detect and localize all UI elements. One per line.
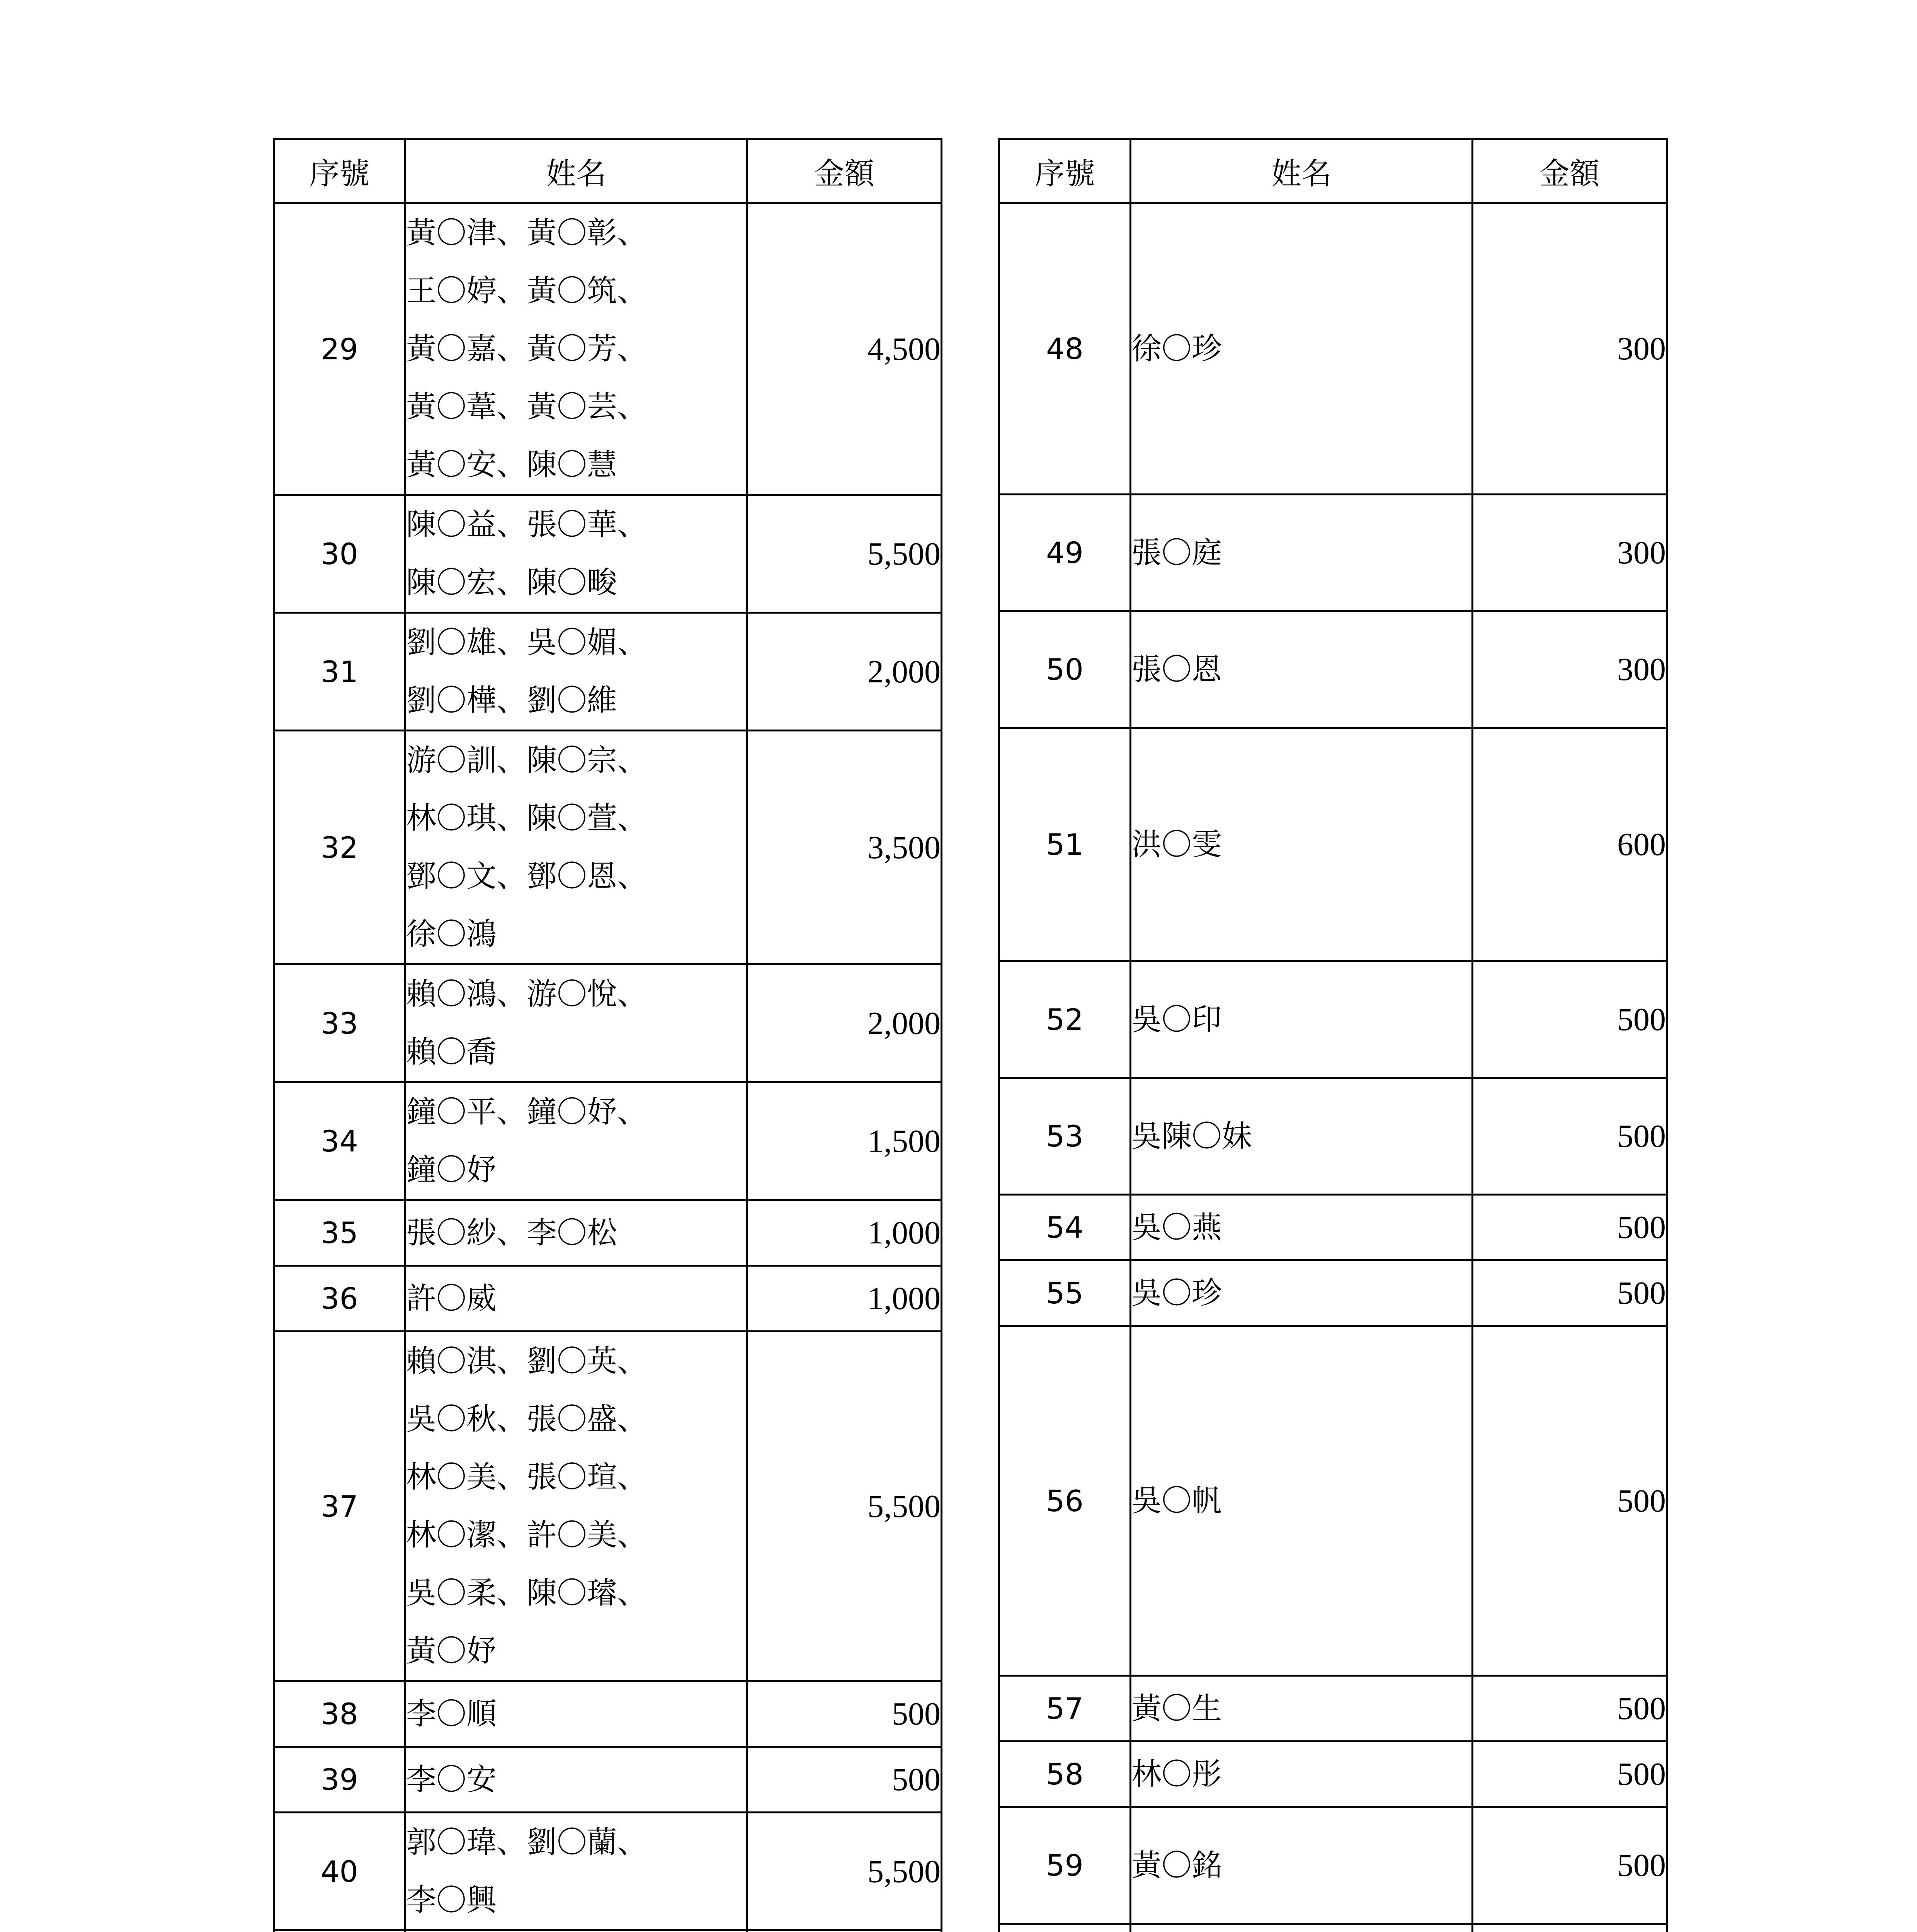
names-cell: 吳〇印	[1131, 961, 1473, 1078]
amount-cell: 300	[1473, 495, 1667, 611]
amount-cell: 500	[1473, 1742, 1667, 1807]
table-row	[274, 613, 942, 731]
amount-cell: 1,000	[747, 1200, 942, 1266]
amount-cell: 1,000	[747, 1266, 942, 1332]
table-row	[274, 731, 942, 964]
table-row	[999, 203, 1667, 495]
amount-cell: 5,500	[747, 1332, 942, 1681]
amount-cell: 500	[1473, 1807, 1667, 1924]
seq-cell: 50	[999, 611, 1131, 728]
names-cell: 吳陳〇妹	[1131, 1078, 1473, 1195]
table-row	[274, 1332, 942, 1681]
seq-cell: 36	[274, 1266, 405, 1332]
table-row	[999, 1195, 1667, 1260]
seq-cell: 35	[274, 1200, 405, 1266]
names-cell: 李〇順	[405, 1681, 747, 1747]
amount-cell: 600	[1473, 728, 1667, 961]
seq-cell	[999, 1924, 1131, 1932]
names-cell: 賴〇淇、劉〇英、 吳〇秋、張〇盛、 林〇美、張〇瑄、 林〇潔、許〇美、 吳〇柔、陳〇璿、 黃〇妤	[405, 1332, 747, 1681]
names-cell: 黃〇銘	[1131, 1807, 1473, 1924]
seq-cell: 31	[274, 613, 405, 731]
table-row	[999, 611, 1667, 728]
table-row	[274, 1813, 942, 1930]
table-row	[274, 1681, 942, 1747]
amount-cell: 500	[1473, 1078, 1667, 1195]
seq-cell: 37	[274, 1332, 405, 1681]
table-row	[999, 1742, 1667, 1807]
table-row	[999, 1807, 1667, 1924]
table-row	[999, 1676, 1667, 1742]
amount-cell: 500	[1473, 1260, 1667, 1326]
table-row	[274, 964, 942, 1082]
seq-cell: 29	[274, 203, 405, 495]
names-cell: 許〇威	[405, 1266, 747, 1332]
names-cell: 吳〇燕	[1131, 1195, 1473, 1260]
seq-cell: 54	[999, 1195, 1131, 1260]
amount-cell: 5,500	[747, 1813, 942, 1930]
seq-cell: 32	[274, 731, 405, 964]
table-row	[274, 1266, 942, 1332]
table-row	[274, 1747, 942, 1813]
names-cell: 游〇訓、陳〇宗、 林〇琪、陳〇萱、 鄧〇文、鄧〇恩、 徐〇鴻	[405, 731, 747, 964]
names-cell: 郭〇瑋、劉〇蘭、 李〇興	[405, 1813, 747, 1930]
table-row	[999, 1078, 1667, 1195]
seq-cell: 58	[999, 1742, 1131, 1807]
amount-cell: 2,000	[747, 964, 942, 1082]
header-amount: 金額	[747, 139, 942, 203]
header-seq: 序號	[999, 139, 1131, 203]
seq-cell: 49	[999, 495, 1131, 611]
names-cell: 吳〇珍	[1131, 1260, 1473, 1326]
amount-cell: 300	[1473, 611, 1667, 728]
table-row	[274, 1200, 942, 1266]
seq-cell: 53	[999, 1078, 1131, 1195]
names-cell: 賴〇鴻、游〇悅、 賴〇喬	[405, 964, 747, 1082]
header-amount: 金額	[1473, 139, 1667, 203]
names-cell: 李〇安	[405, 1747, 747, 1813]
seq-cell: 48	[999, 203, 1131, 495]
table-row	[999, 1326, 1667, 1676]
names-cell: 張〇紗、李〇松	[405, 1200, 747, 1266]
seq-cell: 30	[274, 495, 405, 613]
table-row	[999, 1924, 1667, 1932]
names-cell: 張〇恩	[1131, 611, 1473, 728]
names-cell: 陳〇益、張〇華、 陳〇宏、陳〇畯	[405, 495, 747, 613]
header-name: 姓名	[1131, 139, 1473, 203]
names-cell: 張〇庭	[1131, 495, 1473, 611]
amount-cell: 500	[747, 1747, 942, 1813]
header-name: 姓名	[405, 139, 747, 203]
amount-cell	[747, 1930, 942, 1932]
amount-cell: 500	[747, 1681, 942, 1747]
seq-cell: 52	[999, 961, 1131, 1078]
amount-cell: 500	[1473, 961, 1667, 1078]
amount-cell: 500	[1473, 1195, 1667, 1260]
table-row	[274, 495, 942, 613]
seq-cell: 56	[999, 1326, 1131, 1676]
donor-table-right	[998, 138, 1668, 1932]
amount-cell: 1,500	[747, 1082, 942, 1200]
amount-cell: 4,500	[747, 203, 942, 495]
names-cell: 劉〇雄、吳〇媚、 劉〇樺、劉〇維	[405, 613, 747, 731]
seq-cell: 38	[274, 1681, 405, 1747]
names-cell: 黃〇生	[1131, 1676, 1473, 1742]
seq-cell: 59	[999, 1807, 1131, 1924]
amount-cell: 500	[1473, 1676, 1667, 1742]
table-row	[999, 728, 1667, 961]
names-cell	[1131, 1924, 1473, 1932]
names-cell	[405, 1930, 747, 1932]
amount-cell: 5,500	[747, 495, 942, 613]
names-cell: 林〇彤	[1131, 1742, 1473, 1807]
header-row	[999, 139, 1667, 203]
amount-cell: 3,500	[747, 731, 942, 964]
seq-cell	[274, 1930, 405, 1932]
donor-table-left	[273, 138, 942, 1932]
table-row	[274, 1082, 942, 1200]
names-cell: 鐘〇平、鐘〇妤、 鐘〇妤	[405, 1082, 747, 1200]
seq-cell: 55	[999, 1260, 1131, 1326]
amount-cell	[1473, 1924, 1667, 1932]
names-cell: 黃〇津、黃〇彰、 王〇婷、黃〇筑、 黃〇嘉、黃〇芳、 黃〇葦、黃〇芸、 黃〇安、陳〇慧	[405, 203, 747, 495]
amount-cell: 300	[1473, 203, 1667, 495]
amount-cell: 2,000	[747, 613, 942, 731]
table-row	[999, 1260, 1667, 1326]
seq-cell: 57	[999, 1676, 1131, 1742]
table-row	[999, 495, 1667, 611]
names-cell: 吳〇帆	[1131, 1326, 1473, 1676]
names-cell: 徐〇珍	[1131, 203, 1473, 495]
seq-cell: 40	[274, 1813, 405, 1930]
names-cell: 洪〇雯	[1131, 728, 1473, 961]
seq-cell: 51	[999, 728, 1131, 961]
table-row	[274, 203, 942, 495]
seq-cell: 33	[274, 964, 405, 1082]
seq-cell: 39	[274, 1747, 405, 1813]
table-row	[274, 1930, 942, 1932]
table-row	[999, 961, 1667, 1078]
header-seq: 序號	[274, 139, 405, 203]
amount-cell: 500	[1473, 1326, 1667, 1676]
seq-cell: 34	[274, 1082, 405, 1200]
header-row	[274, 139, 942, 203]
